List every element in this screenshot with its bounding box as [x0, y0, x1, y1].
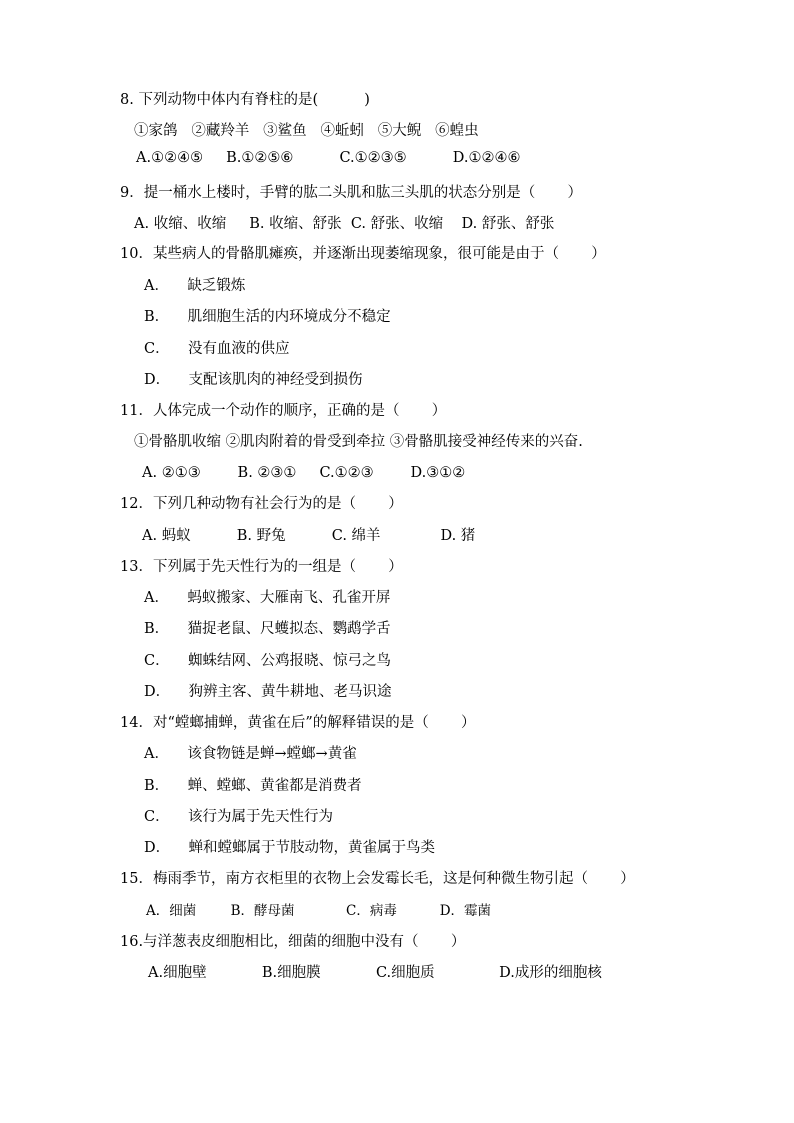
question-10-option-c: C． 没有血液的供应 — [144, 341, 290, 357]
question-11-items: ①骨骼肌收缩 ②肌肉附着的骨受到牵拉 ③骨骼肌接受神经传来的兴奋. — [134, 434, 583, 450]
question-9-stem: 9．提一桶水上楼时，手臂的肱二头肌和肱三头肌的状态分别是（ ） — [120, 185, 582, 201]
question-14-option-a: A． 该食物链是蝉→螳螂→黄雀 — [144, 746, 357, 762]
question-12-options: A. 蚂蚁 B. 野兔 C. 绵羊 D. 猪 — [142, 528, 476, 544]
question-8-items: ①家鸽 ②藏羚羊 ③鲨鱼 ④蚯蚓 ⑤大鲵 ⑥蝗虫 — [134, 123, 479, 139]
question-8-options: A.①②④⑤ B.①②⑤⑥ C.①②③⑤ D.①②④⑥ — [136, 150, 521, 166]
question-16-stem: 16.与洋葱表皮细胞相比，细菌的细胞中没有（ ） — [120, 934, 466, 950]
question-14-option-b: B． 蝉、螳螂、黄雀都是消费者 — [144, 778, 362, 794]
question-13-option-c: C． 蜘蛛结网、公鸡报晓、惊弓之鸟 — [144, 653, 392, 669]
question-14-stem: 14．对“螳螂捕蝉，黄雀在后”的解释错误的是（ ） — [120, 715, 476, 731]
question-13-option-b: B． 猫捉老鼠、尺蠖拟态、鹦鹉学舌 — [144, 621, 391, 637]
question-15-stem: 15．梅雨季节，南方衣柜里的衣物上会发霉长毛，这是何种微生物引起（ ） — [120, 871, 635, 887]
question-13-option-a: A． 蚂蚁搬家、大雁南飞、孔雀开屏 — [144, 590, 391, 606]
question-16-options: A.细胞壁 B.细胞膜 C.细胞质 D.成形的细胞核 — [148, 965, 602, 981]
question-10-option-a: A． 缺乏锻炼 — [144, 278, 246, 294]
question-11-options: A. ②①③ B. ②③① C.①②③ D.③①② — [142, 465, 466, 481]
question-14-option-d: D． 蝉和螳螂属于节肢动物，黄雀属于鸟类 — [144, 840, 436, 856]
question-13-option-d: D． 狗辨主客、黄牛耕地、老马识途 — [144, 684, 392, 700]
question-10-option-d: D． 支配该肌肉的神经受到损伤 — [144, 372, 363, 388]
question-12-stem: 12．下列几种动物有社会行为的是（ ） — [120, 496, 403, 512]
question-14-option-c: C． 该行为属于先天性行为 — [144, 809, 334, 825]
question-9-options: A. 收缩、收缩 B. 收缩、舒张 C. 舒张、收缩 D. 舒张、舒张 — [134, 216, 555, 232]
question-10-stem: 10．某些病人的骨骼肌瘫痪，并逐渐出现萎缩现象，很可能是由于（ ） — [120, 246, 606, 262]
question-11-stem: 11．人体完成一个动作的顺序，正确的是（ ） — [120, 403, 447, 419]
question-8-stem: 8. 下列动物中体内有脊柱的是( ) — [120, 92, 370, 108]
question-10-option-b: B． 肌细胞生活的内环境成分不稳定 — [144, 309, 391, 325]
question-13-stem: 13．下列属于先天性行为的一组是（ ） — [120, 559, 403, 575]
question-15-options: A．细菌 B．酵母菌 C．病毒 D．霉菌 — [146, 903, 492, 919]
